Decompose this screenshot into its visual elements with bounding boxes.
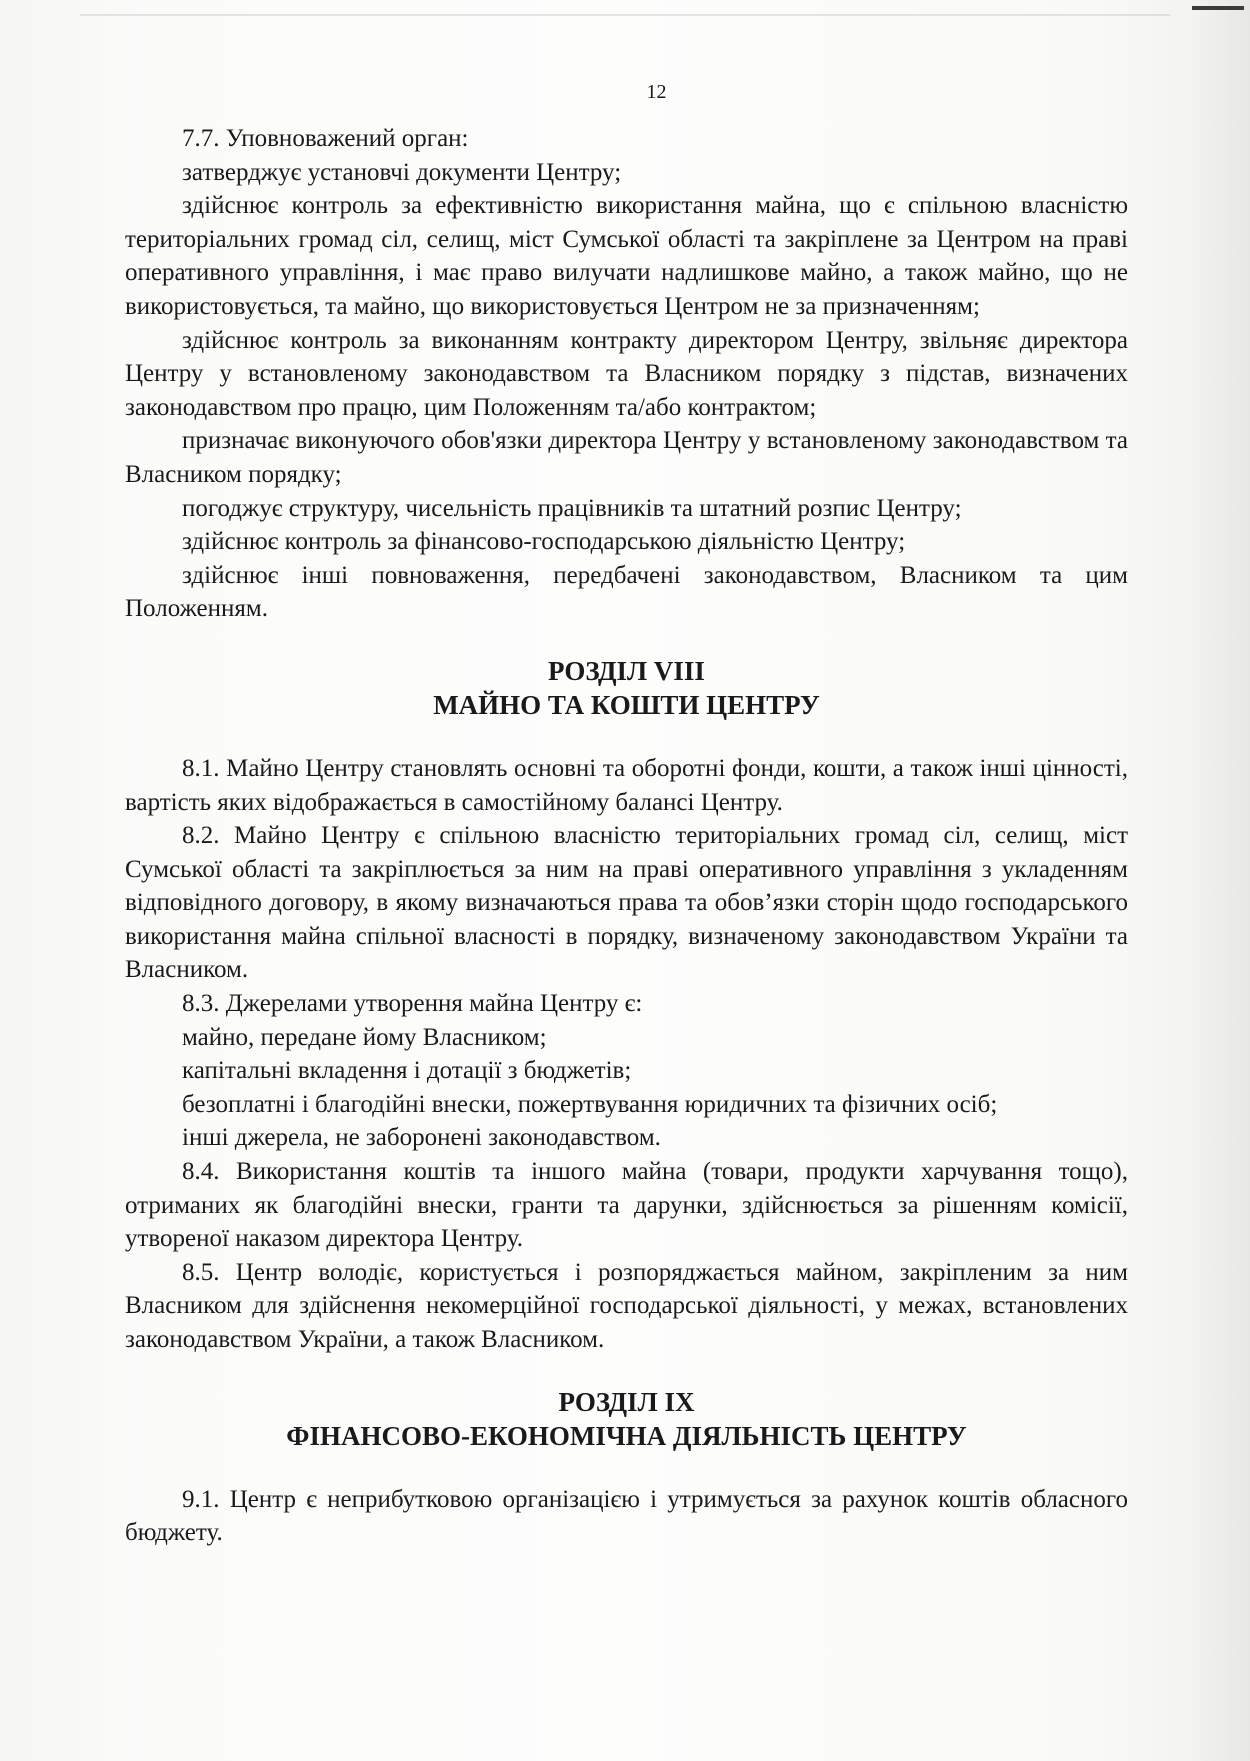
paragraph: погоджує структуру, чисельність працівників та штатний розпис Центру;	[182, 494, 962, 522]
paragraph: затверджує установчі документи Центру;	[182, 158, 622, 186]
page-number: 12	[646, 81, 667, 103]
section-number: РОЗДІЛ IX	[558, 1386, 695, 1417]
paragraph: 8.5. Центр володіє, користується і розпоряджається майном, закріпленим за ним Власником для здійснення некомерційної господарської діяльності, у межах, встановлених законодавством України, а також Власником.	[125, 1258, 1128, 1353]
paragraph: здійснює контроль за ефективністю використання майна, що є спільною власністю територіальних громад сіл, селищ, міст Сумської області та закріплене за Центром на праві оперативного управління, і має право вилучати надлишкове майно, а також майно, що не використовується, та майно, що використовується Центром не за призначенням;	[125, 192, 1128, 320]
section-8-body	[125, 752, 1128, 1357]
scan-top-line	[80, 14, 1170, 16]
section-9-heading	[125, 1385, 1128, 1453]
section-8-heading	[125, 654, 1128, 722]
paragraph: здійснює контроль за виконанням контракту директором Центру, звільняє директора Центру у встановленому законодавством та Власником порядку з підстав, визначених законодавством про працю, цим Положенням та/або контрактом;	[125, 326, 1128, 421]
paragraph: 8.1. Майно Центру становлять основні та оборотні фонди, кошти, а також інші цінності, вартість яких відображається в самостійному балансі Центру.	[125, 754, 1128, 816]
section-number: РОЗДІЛ VIII	[548, 655, 705, 686]
paragraph: 7.7. Уповноважений орган:	[182, 125, 469, 152]
paragraph: безоплатні і благодійні внески, пожертвування юридичних та фізичних осіб;	[182, 1090, 998, 1118]
page-edge-shadow	[1192, 0, 1250, 1761]
section-9-body	[125, 1483, 1128, 1550]
paragraph: майно, передане йому Власником;	[182, 1023, 547, 1051]
paragraph: інші джерела, не заборонені законодавством.	[182, 1124, 661, 1152]
paragraph: здійснює контроль за фінансово-господарською діяльністю Центру;	[182, 528, 906, 556]
section-title: МАЙНО ТА КОШТИ ЦЕНТРУ	[433, 689, 820, 720]
paragraph: 8.3. Джерелами утворення майна Центру є:	[182, 990, 643, 1018]
scan-edge-mark	[1192, 6, 1244, 10]
paragraph: призначає виконуючого обов'язки директора Центру у встановленому законодавством та Власником порядку;	[125, 427, 1128, 488]
paragraph: 9.1. Центр є неприбутковою організацією і утримується за рахунок коштів обласного бюджету.	[125, 1485, 1128, 1547]
paragraph: здійснює інші повноваження, передбачені законодавством, Власником та цим Положенням.	[125, 561, 1128, 623]
section-7-tail	[125, 122, 1128, 626]
section-title: ФІНАНСОВО-ЕКОНОМІЧНА ДІЯЛЬНІСТЬ ЦЕНТРУ	[286, 1420, 967, 1451]
paragraph: капітальні вкладення і дотації з бюджетів;	[182, 1057, 632, 1085]
document-content	[125, 80, 1128, 1550]
paragraph: 8.4. Використання коштів та іншого майна (товари, продукти харчування тощо), отриманих як благодійні внески, гранти та дарунки, здійснюється за рішенням комісії, утвореної наказом директора Центру.	[125, 1158, 1128, 1253]
paragraph: 8.2. Майно Центру є спільною власністю територіальних громад сіл, селищ, міст Сумської області та закріплюється за ним на праві оперативного управління з укладенням відповідного договору, в якому визначаються права та обов’язки сторін щодо господарського використання майна спільної власності в порядку, визначеному законодавством України та Власником.	[125, 822, 1128, 984]
